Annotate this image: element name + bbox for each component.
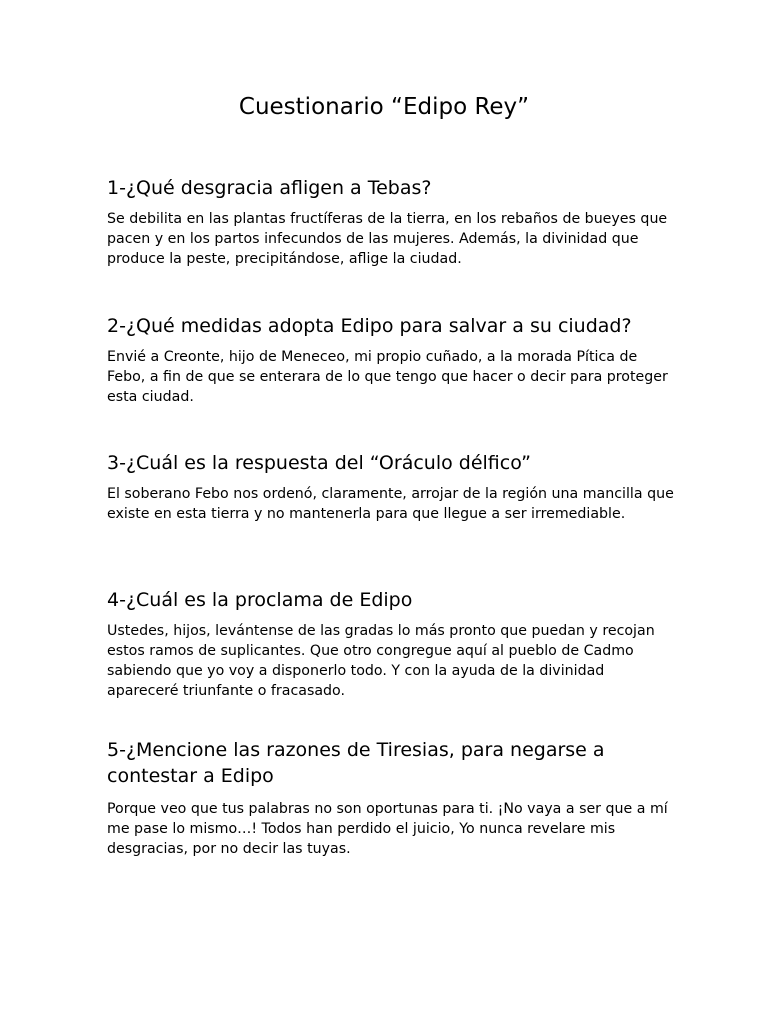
- answer-text-5: Porque veo que tus palabras no son oportunas para ti. ¡No vaya a ser que a mí me pase lo mismo…! Todos han perdido el juicio, Yo nunca revelare mis desgracias, por no decir las tuyas.: [107, 801, 668, 857]
- answer-text-2: Envié a Creonte, hijo de Meneceo, mi propio cuñado, a la morada Pítica de Febo, a fin de que se enterara de lo que tengo que hacer o decir para proteger esta ciudad.: [107, 349, 668, 405]
- question-heading-4: 4-¿Cuál es la proclama de Edipo: [107, 589, 413, 611]
- question-heading-1: 1-¿Qué desgracia afligen a Tebas?: [107, 177, 432, 199]
- answer-text-3: El soberano Febo nos ordenó, claramente, arrojar de la región una mancilla que existe en esta tierra y no mantenerla para que llegue a ser irremediable.: [107, 486, 674, 522]
- answer-text-1: Se debilita en las plantas fructíferas de la tierra, en los rebaños de bueyes que pacen y en los partos infecundos de las mujeres. Además, la divinidad que produce la peste, precipitándose, aflige la ciudad.: [107, 211, 668, 267]
- answer-text-4: Ustedes, hijos, levántense de las gradas lo más pronto que puedan y recojan estos ramos de suplicantes. Que otro congregue aquí al pueblo de Cadmo sabiendo que yo voy a disponerlo todo. Y con la ayuda de la divinidad apareceré triunfante o fracasado.: [107, 623, 655, 699]
- question-section-2: [107, 313, 677, 407]
- question-heading-3: 3-¿Cuál es la respuesta del “Oráculo délfico”: [107, 452, 532, 474]
- document-title: Cuestionario “Edipo Rey”: [238, 94, 530, 120]
- question-heading-5: 5-¿Mencione las razones de Tiresias, para negarse a contestar a Edipo: [107, 739, 605, 787]
- question-section-4: [107, 587, 677, 701]
- question-heading-2: 2-¿Qué medidas adopta Edipo para salvar a su ciudad?: [107, 315, 632, 337]
- question-section-1: [107, 175, 677, 269]
- question-section-5: [107, 737, 677, 859]
- question-section-3: [107, 450, 677, 524]
